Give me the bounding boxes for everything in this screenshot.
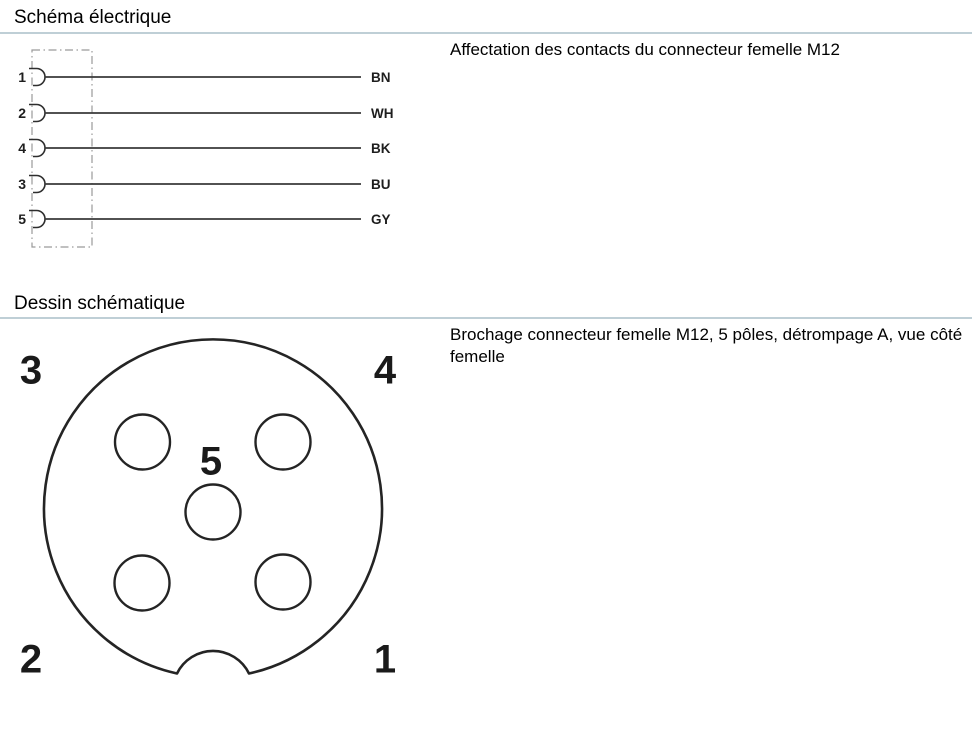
section-title-schematic-drawing: Dessin schématique (14, 293, 186, 314)
section-title-electrical-schematic: Schéma électrique (14, 7, 172, 28)
pin-number: 1 (18, 69, 26, 85)
wire-color-label: BN (371, 70, 391, 85)
pin-label-top-right: 4 (373, 348, 397, 393)
wire-color-label: BK (371, 141, 391, 156)
socket-hole-1 (256, 555, 311, 610)
wire-color-label: GY (371, 212, 391, 227)
wiring-row (18, 176, 390, 193)
caption-contact-assignment: Affectation des contacts du connecteur femelle M12 (450, 40, 840, 59)
pin-label-center: 5 (199, 439, 223, 484)
section-divider (0, 317, 972, 319)
wiring-row (18, 69, 390, 86)
connector-face-drawing (0, 330, 440, 730)
pin-label-bottom-right: 1 (373, 637, 397, 682)
wiring-row (18, 211, 390, 228)
wiring-row (18, 140, 391, 157)
wiring-diagram (0, 0, 440, 280)
pin-label-top-left: 3 (19, 348, 43, 393)
pin-number: 2 (18, 105, 26, 121)
pin-number: 4 (18, 140, 26, 156)
wire-color-label: BU (371, 177, 391, 192)
pin-number: 5 (18, 211, 26, 227)
wire-color-label: WH (371, 106, 394, 121)
wiring-row (18, 105, 393, 122)
socket-hole-2 (115, 556, 170, 611)
caption-pinout-description: Brochage connecteur femelle M12, 5 pôles, détrompage A, vue côté femelle (450, 325, 963, 366)
pin-label-bottom-left: 2 (19, 637, 43, 682)
pin-number: 3 (18, 176, 26, 192)
socket-hole-4 (256, 415, 311, 470)
socket-hole-5 (186, 485, 241, 540)
socket-hole-3 (115, 415, 170, 470)
